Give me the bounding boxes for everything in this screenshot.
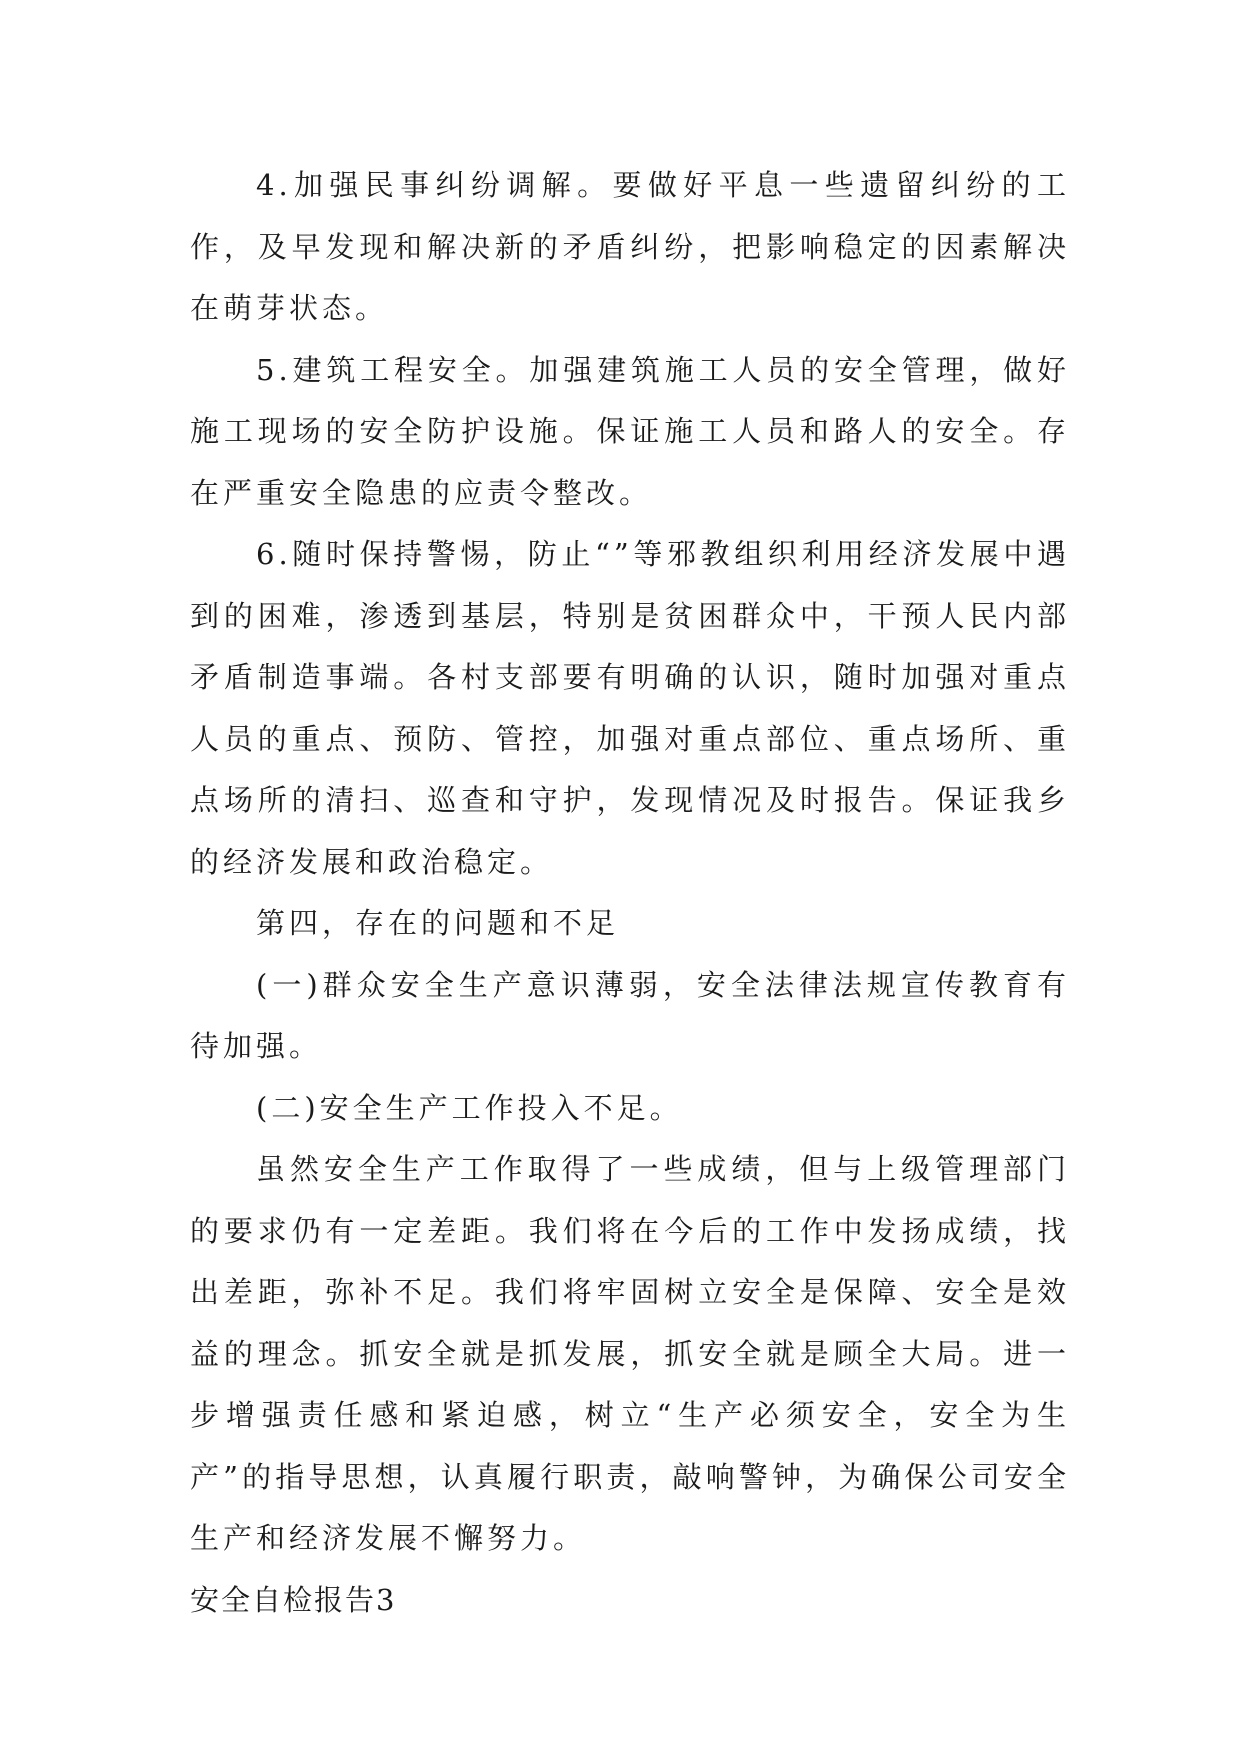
paragraph-problem-2: (二)安全生产工作投入不足。 [256, 1090, 683, 1125]
paragraph-section-four: 第四，存在的问题和不足 [256, 906, 620, 940]
paragraph-conclusion: 虽然安全生产工作取得了一些成绩，但与上级管理部门的要求仍有一定差距。我们将在今后的工作中发扬成绩，找出差距，弥补不足。我们将牢固树立安全是保障、安全是效益的理念。抓安全就是抓发展，抓安全就是顾全大局。进一步增强责任感和紧迫感，树立“生产必须安全，安全为生产”的指导思想，认真履行职责，敲响警钟，为确保公司安全生产和经济发展不懈努力。 [190, 1152, 1070, 1555]
paragraph-item-5: 5.建筑工程安全。加强建筑施工人员的安全管理，做好施工现场的安全防护设施。保证施工人员和路人的安全。存在严重安全隐患的应责令整改。 [190, 352, 1070, 510]
paragraph-item-6: 6.随时保持警惕，防止“”等邪教组织利用经济发展中遇到的困难，渗透到基层，特别是贫困群众中，干预人民内部矛盾制造事端。各村支部要有明确的认识，随时加强对重点人员的重点、预防、管控，加强对重点部位、重点场所、重点场所的清扫、巡查和守护，发现情况及时报告。保证我乡的经济发展和政治稳定。 [190, 537, 1070, 879]
section-heading: 安全自检报告3 [190, 1582, 397, 1617]
paragraph-problem-1: (一)群众安全生产意识薄弱，安全法律法规宣传教育有待加强。 [190, 967, 1070, 1063]
document-page [190, 155, 1070, 1631]
paragraph-item-4: 4.加强民事纠纷调解。要做好平息一些遗留纠纷的工作，及早发现和解决新的矛盾纠纷，把影响稳定的因素解决在萌芽状态。 [190, 168, 1070, 325]
